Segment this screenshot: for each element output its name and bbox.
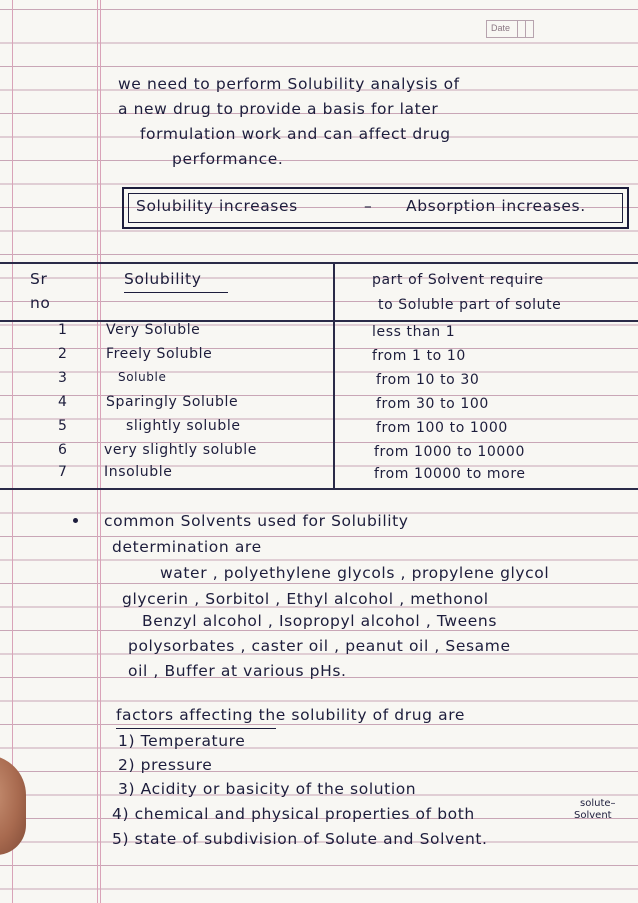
factor-item: 5) state of subdivision of Solute and Solvent. [112, 830, 488, 848]
header-sr: Sr [30, 270, 48, 288]
intro-line-1: we need to perform Solubility analysis of [118, 75, 460, 93]
thumb-photo-artifact [0, 755, 26, 855]
margin-line [97, 0, 98, 903]
intro-line-3: formulation work and can affect drug [140, 125, 451, 143]
margin-line-double [100, 0, 101, 903]
factor-item: 2) pressure [118, 756, 213, 774]
factors-heading: factors affecting the solubility of drug are [116, 706, 465, 724]
table-top-rule [0, 262, 638, 264]
statement-left: Solubility increases [136, 197, 298, 215]
intro-line-2: a new drug to provide a basis for later [118, 100, 439, 118]
factor-item: 1) Temperature [118, 732, 246, 750]
date-box [486, 20, 534, 38]
header-solvent-line2: to Soluble part of solute [378, 297, 562, 313]
solvents-line-1: common Solvents used for Solubility [104, 512, 409, 530]
solvents-line-5: Benzyl alcohol , Isopropyl alcohol , Tweens [142, 612, 498, 630]
factor-item: 3) Acidity or basicity of the solution [118, 780, 417, 798]
factor-superscript-bottom: Solvent [574, 810, 612, 821]
bullet-dot [73, 518, 78, 523]
statement-dash: – [364, 197, 373, 215]
table-bottom-rule [0, 488, 638, 490]
solvents-line-2: determination are [112, 538, 262, 556]
solvents-line-7: oil , Buffer at various pHs. [128, 662, 347, 680]
table-header-rule [0, 320, 638, 322]
header-solvent-line1: part of Solvent require [372, 272, 544, 288]
statement-right: Absorption increases. [406, 197, 586, 215]
solvents-line-3: water , polyethylene glycols , propylene glycol [160, 564, 550, 582]
factor-item: 4) chemical and physical properties of both [112, 805, 475, 823]
solvents-line-4: glycerin , Sorbitol , Ethyl alcohol , methonol [122, 590, 489, 608]
header-no: no [30, 294, 51, 312]
header-solubility: Solubility [124, 270, 202, 288]
date-label: Date [491, 23, 511, 33]
intro-line-4: performance. [172, 150, 284, 168]
table-column-divider [333, 262, 335, 490]
factor-superscript-top: solute– [580, 798, 616, 809]
key-statement-box [122, 187, 629, 229]
solvents-line-6: polysorbates , caster oil , peanut oil , Sesame [128, 637, 511, 655]
notebook-page: Date we need to perform Solubility analysis of a new drug to provide a basis for later formulation work and can affect drug performance. Solubility increases – Absorption increases. Sr no Solubility part of Solvent require to Soluble part of solute 1 Very Soluble less than 1 2 Freely Soluble from 1 to 10 3 Soluble from 10 to 30 4 Sparingly Soluble from 30 to 100 5 slightly soluble from 100 to 1000 6 very slightly soluble from 1000 to 10000 7 Insoluble from 10000 to more common Solvents used for Solubility determination are water , polyethylene glycols , propylene glycol glycerin , Sorbitol , Ethyl alcohol , methonol Benzyl alcohol , Isopropyl alcohol , Tweens polysorbates , caster oil , peanut oil , Sesame oil , Buffer at various pHs. factors affecting the solubility of drug are 1) Temperature 2) pressure 3) Acidity or basicity of the solution 4) chemical and physical properties of both solute– Solvent 5) state of subdivision of Solute and Solvent. [0, 0, 638, 903]
